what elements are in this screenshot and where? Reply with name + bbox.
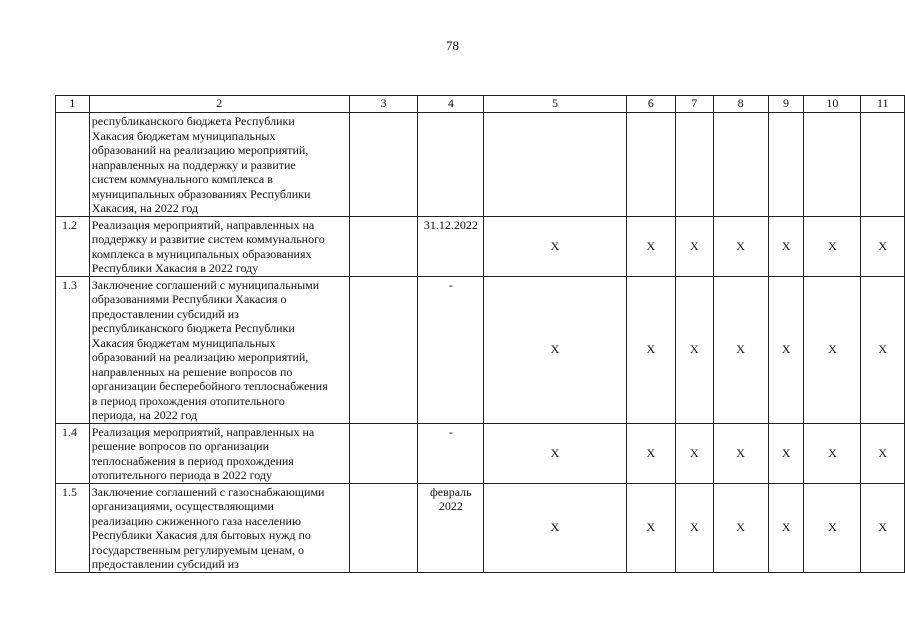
table-row	[56, 113, 905, 217]
x-mark: Х	[861, 276, 905, 423]
x-mark	[484, 113, 626, 217]
x-mark: Х	[676, 483, 714, 572]
activity-name-line: Республики Хакасия в 2022 году	[91, 261, 259, 275]
cell-date: -	[418, 276, 484, 423]
activity-name-line: республиканского бюджета Республики	[91, 321, 295, 335]
x-mark: Х	[626, 423, 675, 483]
cell-col3	[349, 276, 418, 423]
x-mark: Х	[626, 276, 675, 423]
row-number	[56, 113, 90, 217]
activity-name-line: организации бесперебойного теплоснабжения	[91, 379, 328, 393]
x-mark: Х	[768, 276, 804, 423]
cell-date	[418, 113, 484, 217]
cell-col3	[349, 216, 418, 276]
page-number: 78	[446, 38, 459, 53]
activity-name-line: Реализация мероприятий, направленных на	[91, 424, 315, 439]
column-header: 11	[861, 96, 905, 113]
x-mark: Х	[713, 423, 768, 483]
x-mark: Х	[861, 423, 905, 483]
column-header: 10	[804, 96, 861, 113]
x-mark	[861, 113, 905, 217]
x-mark: Х	[484, 423, 626, 483]
x-mark: Х	[676, 216, 714, 276]
activity-name-line: предоставлении субсидий из	[91, 557, 239, 571]
x-mark: Х	[804, 216, 861, 276]
column-header: 2	[89, 96, 349, 113]
x-mark: Х	[713, 276, 768, 423]
table-row	[56, 423, 905, 483]
activity-name-line: образований на реализацию мероприятий,	[91, 350, 309, 364]
row-number: 1.3	[56, 276, 90, 423]
activity-name-line: Хакасия, на 2022 год	[91, 201, 199, 215]
x-mark: Х	[713, 483, 768, 572]
cell-date: 31.12.2022	[418, 216, 484, 276]
row-number: 1.4	[56, 423, 90, 483]
column-header: 1	[56, 96, 90, 113]
x-mark	[676, 113, 714, 217]
cell-date: февраль 2022	[418, 483, 484, 572]
x-mark: Х	[804, 423, 861, 483]
x-mark	[768, 113, 804, 217]
x-mark: Х	[484, 216, 626, 276]
activity-name-line: Хакасия бюджетам муниципальных	[91, 128, 276, 143]
x-mark	[804, 113, 861, 217]
activity-name-line: решение вопросов по организации	[91, 439, 270, 453]
activity-name-line: государственным регулируемым ценам, о	[91, 542, 305, 557]
activity-name-line: теплоснабжения в период прохождения	[91, 453, 294, 468]
activity-name-line: направленных на решение вопросов по	[91, 364, 293, 379]
activity-name-line: Реализация мероприятий, направленных на	[91, 217, 315, 232]
activity-name-line: реализацию сжиженного газа населению	[91, 513, 301, 528]
x-mark	[713, 113, 768, 217]
activity-name-line: отопительного периода в 2022 году	[91, 468, 272, 482]
activity-name	[89, 113, 349, 217]
x-mark: Х	[626, 483, 675, 572]
activity-name-line: Хакасия бюджетам муниципальных	[91, 335, 276, 350]
activity-name-line: Заключение соглашений с муниципальными	[91, 277, 320, 292]
x-mark: Х	[626, 216, 675, 276]
activity-name-line: периода, на 2022 год	[91, 408, 198, 422]
x-mark: Х	[484, 483, 626, 572]
x-mark: Х	[804, 276, 861, 423]
cell-col3	[349, 483, 418, 572]
column-header: 5	[484, 96, 626, 113]
x-mark: Х	[804, 483, 861, 572]
x-mark: Х	[861, 216, 905, 276]
plan-table	[55, 95, 905, 573]
activity-name-line: систем коммунального комплекса в	[91, 172, 273, 186]
activity-name-line: образованиями Республики Хакасия о	[91, 292, 287, 306]
activity-name	[89, 276, 349, 423]
x-mark	[626, 113, 675, 217]
row-number: 1.5	[56, 483, 90, 572]
x-mark: Х	[484, 276, 626, 423]
activity-name	[89, 483, 349, 572]
row-number: 1.2	[56, 216, 90, 276]
activity-name-line: комплекса в муниципальных образованиях	[91, 246, 312, 261]
x-mark: Х	[768, 483, 804, 572]
activity-name	[89, 423, 349, 483]
table-row	[56, 276, 905, 423]
column-header: 8	[713, 96, 768, 113]
column-header: 6	[626, 96, 675, 113]
cell-date: -	[418, 423, 484, 483]
activity-name-line: Республики Хакасия для бытовых нужд по	[91, 528, 311, 542]
table-row	[56, 483, 905, 572]
x-mark: Х	[768, 216, 804, 276]
x-mark: Х	[676, 276, 714, 423]
activity-name-line: поддержку и развитие систем коммунального	[91, 232, 325, 246]
activity-name-line: образований на реализацию мероприятий,	[91, 143, 309, 157]
column-header: 3	[349, 96, 418, 113]
table-row	[56, 216, 905, 276]
cell-col3	[349, 423, 418, 483]
activity-name-line: в период прохождения отопительного	[91, 393, 285, 408]
x-mark: Х	[676, 423, 714, 483]
header-row	[56, 96, 905, 113]
column-header: 7	[676, 96, 714, 113]
activity-name	[89, 216, 349, 276]
column-header: 9	[768, 96, 804, 113]
activity-name-line: направленных на поддержку и развитие	[91, 157, 296, 172]
x-mark: Х	[713, 216, 768, 276]
activity-name-line: организациями, осуществляющими	[91, 499, 274, 513]
column-header: 4	[418, 96, 484, 113]
x-mark: Х	[861, 483, 905, 572]
activity-name-line: республиканского бюджета Республики	[91, 114, 295, 128]
activity-name-line: Заключение соглашений с газоснабжающими	[91, 484, 325, 499]
activity-name-line: муниципальных образованиях Республики	[91, 186, 311, 201]
activity-name-line: предоставлении субсидий из	[91, 306, 239, 321]
x-mark: Х	[768, 423, 804, 483]
cell-col3	[349, 113, 418, 217]
